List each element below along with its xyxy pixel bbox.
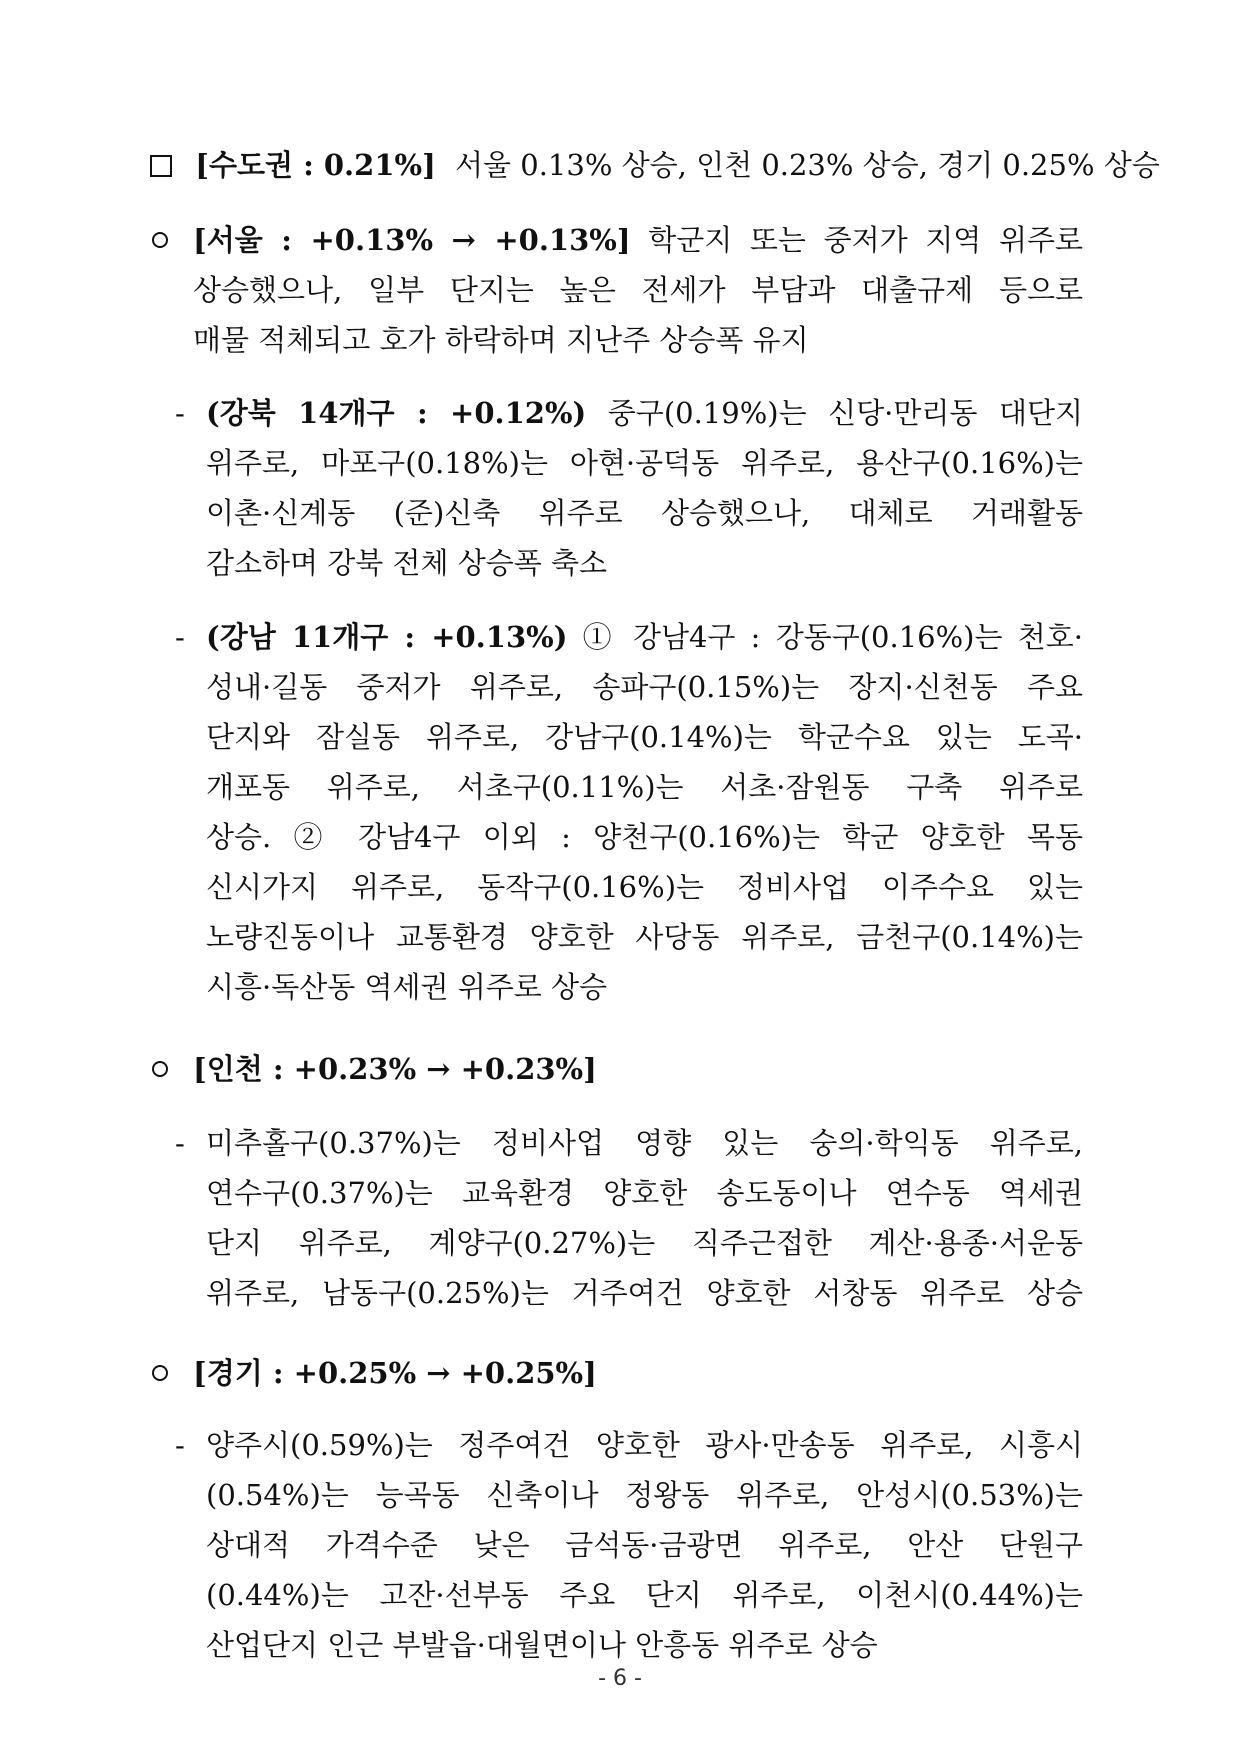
incheon-line-1: 미추홀구(0.37%)는 정비사업 영향 있는 숭의·학익동 위주로, — [206, 1126, 1083, 1160]
dash-bullet: - — [175, 396, 185, 430]
seoul-line-1: [서울 : +0.13% → +0.13%] 학군지 또는 중저가 지역 위주로 — [193, 223, 1083, 257]
capital-area-heading — [150, 140, 1160, 190]
gangnam-label: (강남 11개구 : +0.13%) — [206, 620, 568, 654]
page-number: - 6 - — [598, 1666, 642, 1691]
capital-area-summary: 서울 0.13% 상승, 인천 0.23% 상승, 경기 0.25% 상승 — [455, 148, 1160, 182]
gangnam-line-8: 시흥·독산동 역세권 위주로 상승 — [206, 970, 608, 1004]
gyeonggi-line-5: 산업단지 인근 부발읍·대월면이나 안흥동 위주로 상승 — [206, 1628, 878, 1662]
incheon-line-3: 단지 위주로, 계양구(0.27%)는 직주근접한 계산·용종·서운동 — [206, 1226, 1083, 1260]
dash-bullet: - — [175, 620, 185, 654]
incheon-heading — [193, 1044, 597, 1094]
gangnam-line-7: 노량진동이나 교통환경 양호한 사당동 위주로, 금천구(0.14%)는 — [206, 920, 1083, 954]
gyeonggi-label: [경기 : +0.25% → +0.25%] — [193, 1356, 597, 1390]
gangbuk-line-1: (강북 14개구 : +0.12%) 중구(0.19%)는 신당·만리동 대단지 — [206, 396, 1083, 430]
gyeonggi-line-4: (0.44%)는 고잔·선부동 주요 단지 위주로, 이천시(0.44%)는 — [206, 1578, 1083, 1612]
gangnam-line-2: 성내·길동 중저가 위주로, 송파구(0.15%)는 장지·신천동 주요 — [206, 670, 1083, 704]
checkbox-square-icon — [150, 155, 172, 177]
circle-bullet-icon — [152, 1044, 168, 1094]
gangnam-line-3: 단지와 잠실동 위주로, 강남구(0.14%)는 학군수요 있는 도곡· — [206, 720, 1083, 754]
gangnam-line-4: 개포동 위주로, 서초구(0.11%)는 서초·잠원동 구축 위주로 — [206, 770, 1083, 804]
circle-bullet-icon — [152, 215, 168, 265]
gangnam-line-6: 신시가지 위주로, 동작구(0.16%)는 정비사업 이주수요 있는 — [206, 870, 1083, 904]
seoul-line-3: 매물 적체되고 호가 하락하며 지난주 상승폭 유지 — [193, 323, 809, 357]
gyeonggi-heading — [193, 1348, 597, 1398]
gangnam-line-1: (강남 11개구 : +0.13%) ① 강남4구 : 강동구(0.16%)는 천호· — [206, 620, 1083, 654]
incheon-line-2: 연수구(0.37%)는 교육환경 양호한 송도동이나 연수동 역세권 — [206, 1176, 1083, 1210]
dash-bullet: - — [175, 1428, 185, 1462]
gangbuk-label: (강북 14개구 : +0.12%) — [206, 396, 587, 430]
gangbuk-line-2: 위주로, 마포구(0.18%)는 아현·공덕동 위주로, 용산구(0.16%)는 — [206, 446, 1083, 480]
incheon-label: [인천 : +0.23% → +0.23%] — [193, 1052, 597, 1086]
capital-area-label: [수도권 : 0.21%] — [195, 148, 436, 182]
gyeonggi-line-1: 양주시(0.59%)는 정주여건 양호한 광사·만송동 위주로, 시흥시 — [206, 1428, 1083, 1462]
gyeonggi-line-3: 상대적 가격수준 낮은 금석동·금광면 위주로, 안산 단원구 — [206, 1528, 1083, 1562]
gyeonggi-line-2: (0.54%)는 능곡동 신축이나 정왕동 위주로, 안성시(0.53%)는 — [206, 1478, 1083, 1512]
dash-bullet: - — [175, 1126, 185, 1160]
seoul-line-2: 상승했으나, 일부 단지는 높은 전세가 부담과 대출규제 등으로 — [193, 273, 1083, 307]
seoul-label: [서울 : +0.13% → +0.13%] — [193, 223, 631, 257]
gangnam-line-5: 상승. ② 강남4구 이외 : 양천구(0.16%)는 학군 양호한 목동 — [206, 820, 1083, 854]
gangbuk-line-4: 감소하며 강북 전체 상승폭 축소 — [206, 546, 608, 580]
incheon-line-4: 위주로, 남동구(0.25%)는 거주여건 양호한 서창동 위주로 상승 — [206, 1276, 1083, 1310]
gangbuk-line-3: 이촌·신계동 (준)신축 위주로 상승했으나, 대체로 거래활동 — [206, 496, 1083, 530]
circle-bullet-icon — [152, 1348, 168, 1398]
